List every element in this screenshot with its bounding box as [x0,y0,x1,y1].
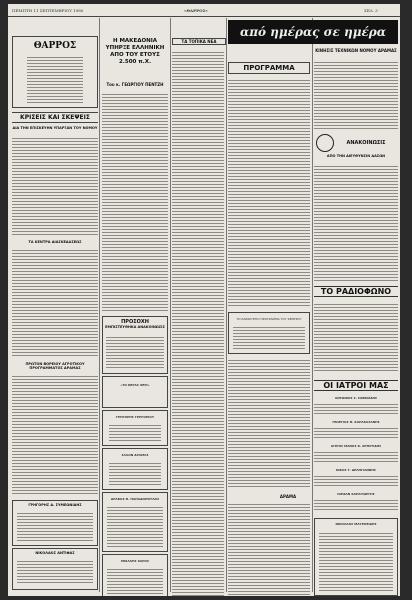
notice-subtitle: ΕΜΠΙΣΤΕΥΘΗΚΑ ΑΝΑΚΟΙΝΩΣΙΣ [105,325,165,329]
advert-title: ΔΡΑΚΟΣ Θ. ΠΑΠΑΔΟΠΟΥΛΟΣ [110,497,160,501]
doctors-title: ΟΙ ΙΑΤΡΟΙ ΜΑΣ [314,380,398,391]
article-body [12,374,98,494]
doctor-details [314,474,398,488]
article-title: ΔΙΑ ΤΗΝ ΕΠΙΣΚΕΥΗΝ ΥΠΑΡΞΑΝ ΤΟΥ ΝΟΜΟΥ [12,126,98,130]
doctor-name: ΙΑΤΡΟΣ ΜΑΝΟΣ Κ. ΧΡΗΣΤΙΔΗΣ [330,444,382,448]
advert-box [102,410,168,446]
advert-title: ΜΙΧΑΛΗΣ ΧΑΡΟΣ [120,559,150,563]
column-rule [226,18,227,592]
header-page-number: ΣΕΛ. 3 [364,8,378,13]
doctor-details [314,498,398,512]
note-text: ΤΟ ΚΑΙΝΟΥΡΓΙΟ ΠΡΟΓΡΑΜΜΑ ΤΟΥ ΚΕΝΤΡΟΥ [236,317,302,321]
article-body [228,78,310,308]
article-body [228,502,310,596]
newspaper-page [8,4,400,596]
section-title: ΠΡΟΓΡΑΜΜΑ [243,64,295,72]
doctor-name: ΙΟΡΔΑΝ ΚΑΡΑΓΙΩΡΓΗΣ [337,492,375,496]
page-header [8,4,400,17]
column-rule [312,18,313,592]
column-rule [99,18,100,592]
subsection-title: ΔΡΑΜΑ [279,494,297,499]
doctor-box [314,518,398,596]
advert-box [12,548,98,590]
emblem-icon [316,134,334,152]
doctor-name: ΝΙΚΟΛΑΟΣ ΜΑΥΡΟΕΙΔΗΣ [335,522,377,526]
advert-text [17,511,93,541]
notice-text [106,335,164,369]
doctor-name: ΝΙΚΟΣ Τ. ΔΕΛΗΓΙΑΝΝΗΣ [336,468,376,472]
article-title: ΤΑ ΚΕΝΤΡΑ ΔΙΑΣΚΕΔΑΣΕΩΣ [28,240,82,244]
article-body [314,164,398,282]
masthead-box [12,36,98,108]
banner: από ημέρας σε ημέρα [228,20,398,44]
advert-title: ΣΑΛΟΝ ΔΡΑΜΑΣ [121,453,149,457]
doctor-name: ΓΕΩΡΓΙΟΣ Θ. ΚΑΡΑΚΑΣΑΝΗΣ [332,420,380,424]
article-body [12,248,98,358]
notice-box [102,316,168,374]
article-body [172,50,224,596]
advert-text [17,559,93,585]
announcement-subtitle: ΑΠΟ ΤΗΝ ΔΙΕΥΘΥΝΣΙΝ ΔΑΣΩΝ [326,154,386,158]
article-title: ΠΡΩΤΟΝ ΒΟΡΕΙΟΥ ΑΓΡΟΤΙΚΟΥ ΠΡΟΓΡΑΜΜΑΤΟΣ ΔΡΑΜΑΣ [25,362,85,370]
advert-box [102,554,168,596]
headline: Η ΜΑΚΕΔΟΝΙΑ ΥΠΗΡΞΕ ΕΛΛΗΝΙΚΗ ΑΠΟ ΤΟΥ ΕΤΟΥΣ 2.500 π.Χ. [105,38,165,65]
radio-title: ΤΟ ΡΑΔΙΟΦΩΝΟ [314,286,398,297]
masthead-text [27,55,83,103]
header-date: ΠΕΜΠΤΗ 11 ΣΕΠΤΕΜΒΡΙΟΥ 1980 [12,8,84,13]
advert-title: ΓΡΗΓΟΡΗΣ ΓΡΗΓΟΡΙΟΥ [115,415,154,419]
advert-text [107,505,163,547]
doctor-details [314,450,398,464]
doctor-details [319,531,393,591]
note-body [233,325,305,349]
column-rule [170,18,171,592]
advert-title: «ΤΟ ΚΕΡΑΣ ΧΕΡΙ» [120,383,150,387]
masthead-title: ΘΑΡΡΟΣ [33,41,77,51]
doctor-name: ΑΝΤΩΝΙΟΣ Σ. ΣΑΒΒΑΪΔΗΣ [334,396,378,400]
advert-box [102,492,168,552]
section-title: ΚΡΙΣΕΙΣ ΚΑΙ ΣΚΕΨΕΙΣ [12,112,98,123]
header-paper-name: «ΘΑΡΡΟΣ» [184,8,208,13]
byline: Του κ. ΓΕΩΡΓΙΟΥ ΠΕΝΤΖΗ [106,82,164,87]
article-body [102,92,168,312]
advert-title: ΝΙΚΟΛΑΟΣ ΑΝΤΙΦΑΣ [35,551,75,555]
advert-text [109,423,161,441]
advert-title: ΓΡΗΓΟΡΗΣ Δ. ΣΥΜΕΩΝΙΔΗΣ [28,503,82,507]
radio-schedule [314,302,398,372]
article-body [314,60,398,130]
section-heading: ΤΑ ΤΟΠΙΚΑ ΝΕΑ [172,38,226,45]
announcement-title: ΑΝΑΚΟΙΝΩΣΙΣ [346,140,386,146]
advert-box [102,448,168,490]
article-body [228,358,310,488]
note-box [228,312,310,354]
advert-box [12,500,98,546]
doctor-details [314,426,398,440]
advert-box [102,376,168,408]
doctor-details [314,402,398,416]
article-body [12,136,98,236]
advert-text [109,461,161,485]
advert-text [107,567,163,596]
notice-title: ΠΡΟΣΟΧΗ [121,319,149,325]
article-title: ΚΙΝΗΣΙΣ ΤΕΧΝΙΚΩΝ ΝΟΜΟΥ ΔΡΑΜΑΣ [315,48,397,53]
